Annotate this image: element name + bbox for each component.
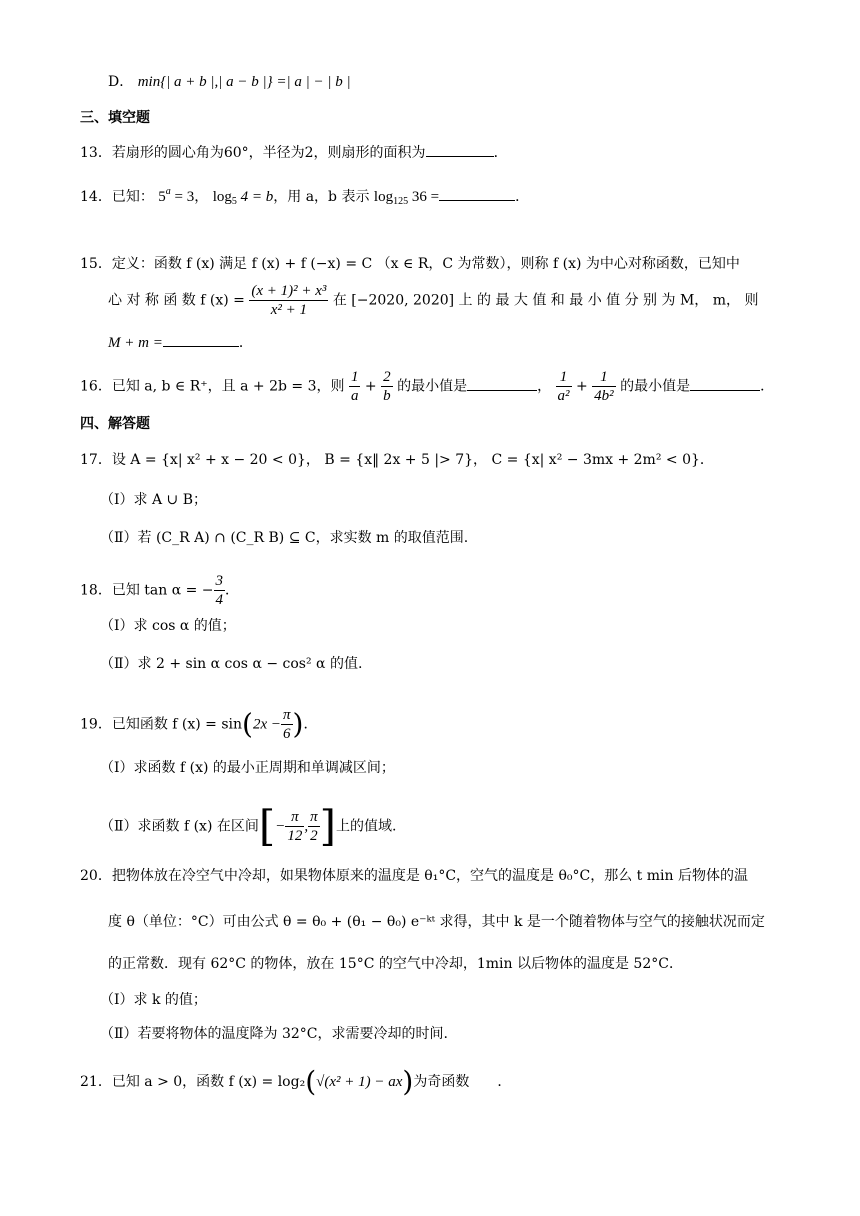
q17-part-2: （Ⅱ）若 (C_R A) ∩ (C_R B) ⊆ C，求实数 m 的取值范围.	[100, 530, 469, 546]
q15-number: 15．	[80, 256, 112, 272]
q19-fraction	[281, 706, 293, 743]
q18-frac-top: 3	[215, 573, 224, 589]
question-20-line-1	[80, 866, 748, 886]
q14-e3-sub: 125	[393, 196, 409, 207]
q14-end: ．	[515, 189, 530, 205]
q15-line-2b: 在 [−2020, 2020] 上 的 最 大 值 和 最 小 值 分 别 为 M， m， 则	[332, 292, 759, 309]
q16-frac-1-bottom: a	[350, 388, 359, 404]
q17-number: 17．	[80, 452, 112, 468]
q18-part-2: （Ⅱ）求 2 + sin α cos α − cos² α 的值.	[100, 656, 363, 672]
q15-frac-top: (x + 1)² + x³	[251, 283, 327, 299]
q14-e2-sub: 5	[231, 196, 237, 207]
question-13	[80, 142, 508, 163]
q19-frac-bottom: 6	[283, 726, 291, 742]
q14-blank	[439, 186, 515, 201]
section-answers: 四、解答题	[80, 416, 150, 432]
question-14	[80, 182, 529, 212]
question-18	[80, 572, 239, 609]
q21-inner: √(x² + 1) − ax	[316, 1074, 403, 1090]
q18-number: 18．	[80, 582, 112, 599]
q19-bracket-left: [	[258, 801, 276, 851]
q16-text-3: 的最小值是	[615, 378, 691, 395]
q18-frac-bottom: 4	[215, 592, 224, 608]
q14-e3-rest: 36 =	[408, 189, 440, 205]
section-fill-blank: 三、填空题	[80, 110, 150, 126]
q19-interval-frac-1	[285, 808, 304, 845]
q20-part-2: （Ⅱ）若要将物体的温度降为 32°C，求需要冷却的时间.	[100, 1026, 448, 1042]
q14-text-1: 已知：	[111, 189, 154, 205]
q19-i1-bottom: 12	[287, 828, 303, 844]
option-d	[108, 72, 351, 92]
q19-part-2-end: 上的值域.	[336, 818, 397, 835]
q19-paren-left: (	[242, 707, 253, 741]
q14-text-3: ，用 a，b 表示	[273, 189, 370, 205]
q19-i2-bottom: 2	[310, 828, 318, 844]
q15-frac-bottom: x² + 1	[270, 302, 307, 318]
q14-number: 14．	[80, 189, 112, 205]
q19-frac-top: π	[283, 707, 291, 723]
q14-e1-base: 5	[158, 189, 166, 205]
q19-part-1: （Ⅰ）求函数 f (x) 的最小正周期和单调减区间；	[100, 760, 395, 776]
q16-plus-1: +	[360, 378, 382, 395]
q13-number: 13．	[80, 145, 112, 161]
q16-plus-2: +	[571, 378, 593, 395]
q20-number: 20．	[80, 868, 112, 884]
q16-text-1: 已知 a, b ∈ R⁺，且 a + 2b = 3，则	[111, 378, 345, 395]
question-15-line-1	[80, 254, 740, 274]
q16-frac-1	[349, 368, 361, 405]
q13-text: 若扇形的圆心角为60°，半径为2，则扇形的面积为	[111, 145, 426, 161]
q16-sep: ，	[537, 378, 552, 395]
question-16	[80, 368, 774, 405]
q16-end: ．	[760, 378, 775, 395]
q19-part-2: （Ⅱ）求函数 f (x) 在区间[− $\frac{\pi}{12}$ , $\frac{\pi}{2}$ ]上的值域.	[100, 801, 397, 851]
q16-frac-3-top: 1	[556, 368, 572, 387]
q19-i1-top: π	[285, 808, 304, 827]
q14-text-2: ，	[194, 189, 209, 205]
q16-blank-2	[690, 376, 760, 391]
question-17	[80, 450, 714, 470]
q21-text-2: 为奇函数	[413, 1074, 470, 1090]
q19-inner: 2x −	[252, 716, 282, 733]
q14-e3-log: log	[373, 189, 394, 205]
q19-number: 19．	[80, 716, 112, 733]
q16-frac-4-top: 1	[592, 368, 616, 387]
q16-frac-3-bottom: a²	[557, 388, 570, 404]
option-d-expr: min{| a + b |,| a − b |} =| a | − | b |	[137, 74, 351, 90]
q16-blank-1	[467, 376, 537, 391]
q19-paren-right: )	[292, 707, 304, 741]
q16-frac-2-bottom: b	[383, 388, 391, 404]
question-21	[80, 1065, 512, 1098]
q20-line-1: 把物体放在冷空气中冷却，如果物体原来的温度是 θ₁°C，空气的温度是 θ₀°C，那么 t min 后物体的温	[111, 868, 748, 884]
q15-end: ．	[238, 335, 253, 351]
q19-text: 已知函数 f (x) = sin	[111, 716, 243, 733]
q13-end: ．	[493, 145, 508, 161]
q15-blank	[163, 332, 239, 347]
q15-line-2a: 心 对 称 函 数 f (x) =	[108, 292, 245, 309]
q14-expr-1	[158, 186, 195, 205]
option-d-label: D．	[108, 74, 134, 90]
q21-paren-right: )	[402, 1065, 414, 1098]
q20-line-2: 度 θ（单位：°C）可由公式 θ = θ₀ + (θ₁ − θ₀) e⁻ᵏᵗ 求得，其中 k 是一个随着物体与空气的接触状况而定	[108, 914, 765, 930]
q13-blank	[426, 142, 494, 157]
q14-expr-3	[374, 189, 439, 205]
question-15-line-3	[108, 332, 253, 353]
q16-frac-2	[381, 368, 393, 405]
q21-end: ．	[497, 1074, 512, 1090]
q15-fraction	[249, 282, 328, 319]
q16-frac-4	[592, 368, 616, 405]
q21-number: 21．	[80, 1074, 112, 1090]
q16-frac-1-top: 1	[350, 369, 359, 385]
q14-e1-sup: a	[165, 186, 171, 197]
q21-paren-left: (	[305, 1065, 317, 1098]
q19-part-2-text: （Ⅱ）求函数 f (x) 在区间	[100, 818, 259, 835]
question-19	[80, 706, 317, 743]
q16-text-2: 的最小值是	[392, 378, 468, 395]
q17-line: 设 A = {x| x² + x − 20 < 0}， B = {x‖ 2x + 5 |> 7}， C = {x| x² − 3mx + 2m² < 0}．	[111, 452, 714, 468]
q16-frac-4-bottom: 4b²	[594, 388, 614, 404]
q14-e2-rest: 4 = b	[236, 189, 274, 205]
q14-expr-2	[213, 189, 274, 205]
q20-line-3: 的正常数．现有 62°C 的物体，放在 15°C 的空气中冷却，1min 以后物体的温度是 52°C．	[108, 956, 683, 972]
q18-part-1: （Ⅰ）求 cos α 的值；	[100, 618, 236, 634]
q16-frac-2-top: 2	[383, 369, 391, 385]
q15-line-1: 定义：函数 f (x) 满足 f (x) + f (−x) = C （x ∈ R，C 为常数），则称 f (x) 为中心对称函数，已知中	[111, 256, 740, 272]
q21-text: 已知 a > 0，函数 f (x) = log₂	[111, 1074, 306, 1090]
q20-part-1: （Ⅰ）求 k 的值；	[100, 992, 207, 1008]
q14-e1-rest: = 3	[170, 189, 195, 205]
q18-end: ．	[225, 582, 240, 599]
q16-frac-3	[556, 368, 572, 405]
q19-interval-frac-2	[308, 808, 320, 845]
q18-text: 已知 tan α = −	[111, 582, 214, 599]
q17-part-1: （Ⅰ）求 A ∪ B；	[100, 492, 208, 508]
question-15-line-2	[108, 282, 758, 319]
q16-number: 16．	[80, 378, 112, 395]
q14-e2-log: log	[212, 189, 232, 205]
q18-fraction	[214, 572, 226, 609]
q15-line-3: M + m =	[108, 335, 163, 351]
q19-i2-top: π	[310, 809, 318, 825]
q19-end: ．	[303, 716, 318, 733]
q19-bracket-right: ]	[319, 801, 337, 851]
